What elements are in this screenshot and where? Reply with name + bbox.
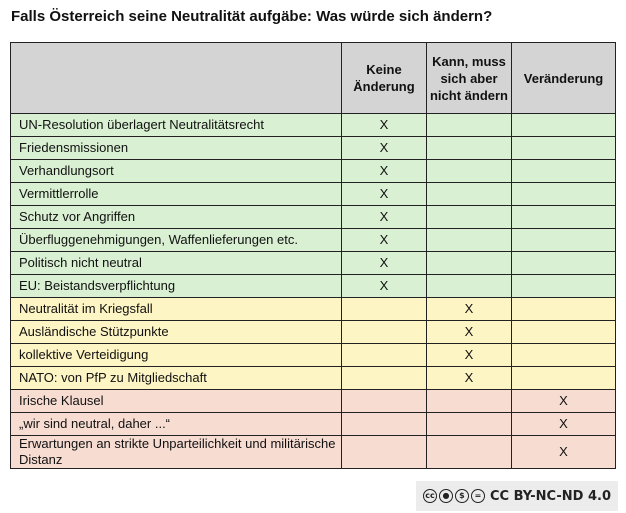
cell-kann-aendern: X — [427, 344, 512, 367]
table-row — [11, 137, 616, 160]
table-row — [11, 275, 616, 298]
nd-icon: = — [471, 489, 485, 503]
cell-keine-aenderung — [342, 321, 427, 344]
table-row — [11, 413, 616, 436]
header-veraenderung: Veränderung — [512, 43, 616, 114]
header-empty — [11, 43, 342, 114]
table-row — [11, 298, 616, 321]
table-row — [11, 252, 616, 275]
cell-veraenderung — [512, 367, 616, 390]
cell-kann-aendern: X — [427, 367, 512, 390]
cell-keine-aenderung — [342, 367, 427, 390]
row-label: Überfluggenehmigungen, Waffenlieferungen etc. — [11, 229, 342, 252]
row-label: „wir sind neutral, daher ...“ — [11, 413, 342, 436]
cell-veraenderung — [512, 229, 616, 252]
page-title: Falls Österreich seine Neutralität aufgäbe: Was würde sich ändern? — [11, 8, 493, 25]
table-row — [11, 367, 616, 390]
license-text: CC BY-NC-ND 4.0 — [489, 488, 612, 504]
row-label: Schutz vor Angriffen — [11, 206, 342, 229]
cell-keine-aenderung: X — [342, 160, 427, 183]
row-label: Erwartungen an strikte Unparteilichkeit und militärische Distanz — [11, 436, 342, 469]
cell-keine-aenderung — [342, 390, 427, 413]
cell-kann-aendern — [427, 413, 512, 436]
by-icon: ● — [439, 489, 453, 503]
cell-kann-aendern — [427, 275, 512, 298]
cell-veraenderung — [512, 183, 616, 206]
cell-veraenderung — [512, 344, 616, 367]
cell-kann-aendern — [427, 137, 512, 160]
cell-kann-aendern — [427, 160, 512, 183]
row-label: Vermittlerrolle — [11, 183, 342, 206]
table-row — [11, 183, 616, 206]
cell-keine-aenderung: X — [342, 275, 427, 298]
cell-keine-aenderung: X — [342, 229, 427, 252]
table-row — [11, 436, 616, 469]
row-label: Neutralität im Kriegsfall — [11, 298, 342, 321]
cell-kann-aendern: X — [427, 321, 512, 344]
cell-veraenderung — [512, 137, 616, 160]
cell-kann-aendern — [427, 183, 512, 206]
cell-veraenderung: X — [512, 390, 616, 413]
header-keine-aenderung: Keine Änderung — [342, 43, 427, 114]
cell-veraenderung — [512, 252, 616, 275]
table-header-row — [11, 43, 616, 114]
table-row — [11, 344, 616, 367]
cell-keine-aenderung: X — [342, 252, 427, 275]
cell-keine-aenderung — [342, 298, 427, 321]
cell-veraenderung — [512, 298, 616, 321]
table-row — [11, 160, 616, 183]
table-row — [11, 206, 616, 229]
row-label: NATO: von PfP zu Mitgliedschaft — [11, 367, 342, 390]
cell-keine-aenderung: X — [342, 183, 427, 206]
table-row — [11, 390, 616, 413]
header-kann-aendern: Kann, muss sich aber nicht ändern — [427, 43, 512, 114]
license-badge — [416, 481, 618, 511]
row-label: UN-Resolution überlagert Neutralitätsrecht — [11, 114, 342, 137]
cell-veraenderung — [512, 321, 616, 344]
cell-keine-aenderung: X — [342, 206, 427, 229]
table-row — [11, 229, 616, 252]
cell-kann-aendern: X — [427, 298, 512, 321]
table-row — [11, 321, 616, 344]
row-label: Verhandlungsort — [11, 160, 342, 183]
cell-veraenderung — [512, 114, 616, 137]
cell-kann-aendern — [427, 206, 512, 229]
cell-keine-aenderung: X — [342, 114, 427, 137]
nc-icon: $ — [455, 489, 469, 503]
cell-keine-aenderung — [342, 436, 427, 469]
neutrality-table — [10, 42, 616, 469]
row-label: Politisch nicht neutral — [11, 252, 342, 275]
cell-veraenderung: X — [512, 436, 616, 469]
cell-keine-aenderung — [342, 344, 427, 367]
row-label: EU: Beistandsverpflichtung — [11, 275, 342, 298]
cell-veraenderung — [512, 275, 616, 298]
cell-kann-aendern — [427, 114, 512, 137]
row-label: Friedensmissionen — [11, 137, 342, 160]
cell-keine-aenderung: X — [342, 137, 427, 160]
row-label: Ausländische Stützpunkte — [11, 321, 342, 344]
cell-kann-aendern — [427, 390, 512, 413]
cell-veraenderung — [512, 160, 616, 183]
cc-icon: cc — [423, 489, 437, 503]
row-label: kollektive Verteidigung — [11, 344, 342, 367]
cell-keine-aenderung — [342, 413, 427, 436]
cell-kann-aendern — [427, 436, 512, 469]
cell-veraenderung: X — [512, 413, 616, 436]
table-row — [11, 114, 616, 137]
cell-veraenderung — [512, 206, 616, 229]
cell-kann-aendern — [427, 252, 512, 275]
row-label: Irische Klausel — [11, 390, 342, 413]
cell-kann-aendern — [427, 229, 512, 252]
